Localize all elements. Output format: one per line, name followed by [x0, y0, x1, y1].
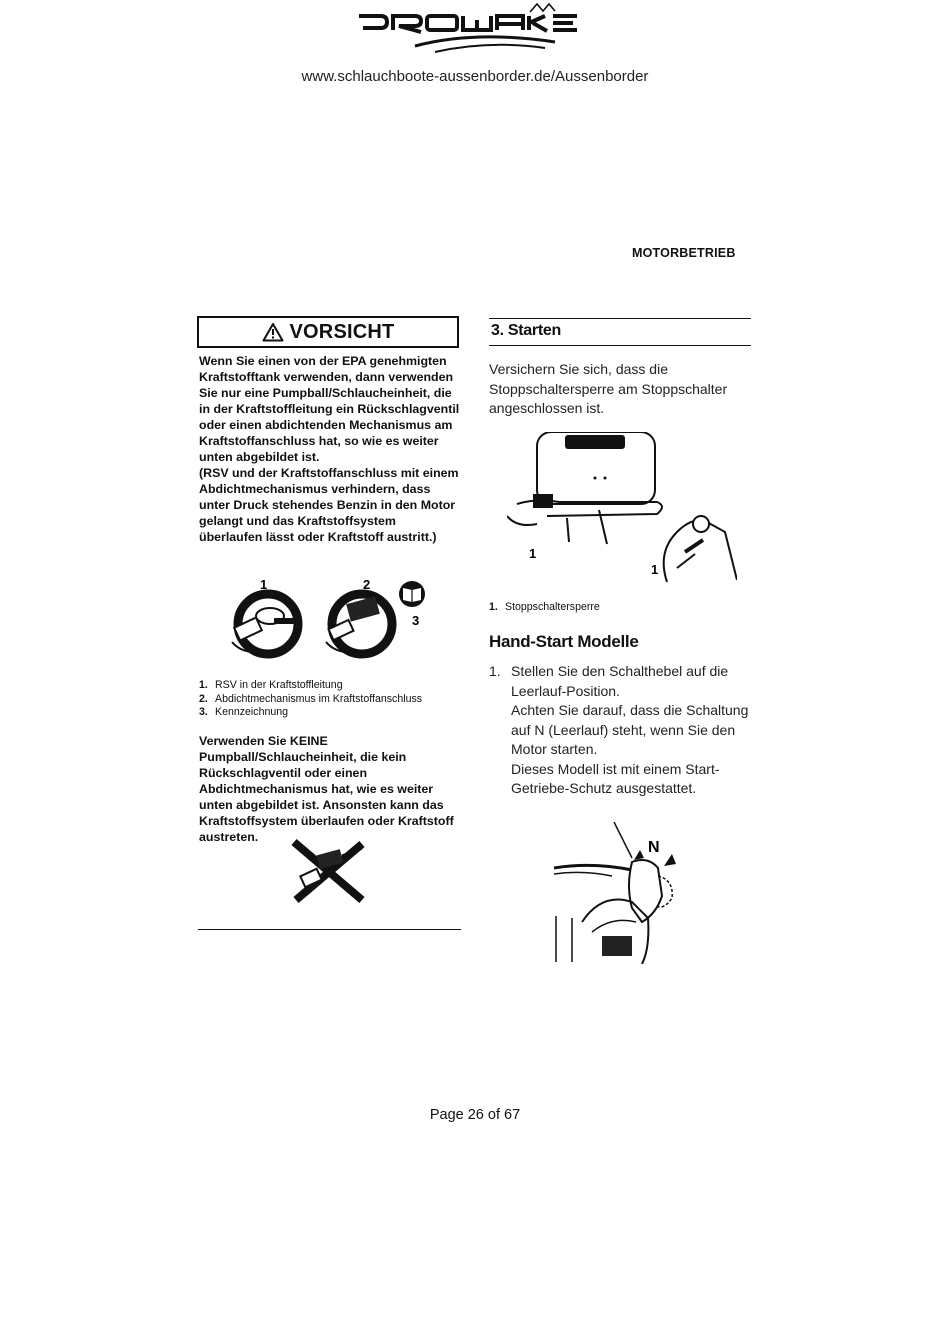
page-number: Page 26 of 67	[429, 1107, 521, 1123]
caution-title: VORSICHT	[289, 320, 395, 343]
hand-start-heading: Hand-Start Modelle	[489, 632, 639, 651]
starting-heading: 3. Starten	[491, 322, 561, 339]
prohibited-pump-figure	[288, 838, 368, 904]
caution-paragraph: Wenn Sie einen von der EPA genehmigten Kraftstofftank verwenden, dann verwenden Sie nur eine Pumpball/Schlaucheinheit, die in der Kraftstoffleitung ein Rückschlagventil oder einen abdichtenden Mechanismus am Kraftstoffanschluss hat, so wie es weiter unten abgebildet ist.	[199, 354, 460, 464]
legend-item: 2. Abdichtmechanismus im Kraftstoffanschluss	[199, 692, 423, 705]
caution-box	[197, 316, 459, 348]
legend-item: 1. Stoppschaltersperre	[489, 601, 600, 613]
rsv-connector-drawing	[232, 594, 298, 654]
prowake-logo	[355, 2, 590, 58]
caution-note: (RSV und der Kraftstoffanschluss mit einem Abdichtmechanismus verhindern, dass unter Druck stehendes Benzin in den Motor gelangt und das Kraftstoffsystem überlaufen lässt oder Kraftstoff austritt.)	[199, 466, 459, 544]
figure-callout-2: 2	[363, 577, 371, 592]
stop-switch-figure	[507, 432, 737, 584]
website-url[interactable]: www.schlauchboote-aussenborder.de/Aussenborder	[301, 68, 649, 85]
list-item: 1. Stellen Sie den Schalthebel auf die Leerlauf-Position. Achten Sie darauf, dass die Schaltung auf N (Leerlauf) steht, wenn Sie den Motor starten. Dieses Modell ist mit einem Start-Getriebe-Schutz ausgestattet.	[489, 663, 749, 796]
figure-callout-1b: 1	[651, 562, 659, 577]
figure-callout-1: 1	[529, 546, 537, 561]
figure-callout-1: 1	[260, 577, 268, 592]
caution-do-not-use-paragraph: Verwenden Sie KEINE Pumpball/Schlaucheinheit, die kein Rückschlagventil oder einen Abdichtmechanismus hat, wie es weiter unten abgebildet ist. Ansonsten kann das Kraftstoffsystem überlaufen oder Kraftstoff austreten.	[199, 734, 454, 844]
svg-text:PROWAKE: PROWAKE	[355, 2, 361, 3]
stop-switch-detail-drawing	[664, 516, 737, 582]
warning-triangle-icon	[262, 322, 284, 342]
section-header: MOTORBETRIEB	[632, 246, 736, 260]
caution-figure-legend	[199, 679, 461, 720]
sealed-connector-drawing	[326, 594, 392, 654]
legend-item: 1. RSV in der Kraftstoffleitung	[199, 679, 343, 691]
fuel-connector-figure	[222, 572, 442, 664]
hand-start-steps	[489, 662, 752, 799]
starting-figure-legend	[489, 601, 751, 615]
column-divider	[198, 929, 461, 930]
legend-item: 3. Kennzeichnung	[199, 706, 289, 718]
starting-text: Versichern Sie sich, dass die Stoppschaltersperre am Stoppschalter angeschlossen ist.	[489, 361, 728, 416]
neutral-label: N	[648, 839, 660, 856]
manual-book-icon	[399, 581, 425, 607]
shift-lever-figure	[552, 822, 692, 964]
section-rule	[489, 318, 751, 319]
figure-callout-3: 3	[412, 613, 420, 628]
section-rule	[489, 345, 751, 346]
